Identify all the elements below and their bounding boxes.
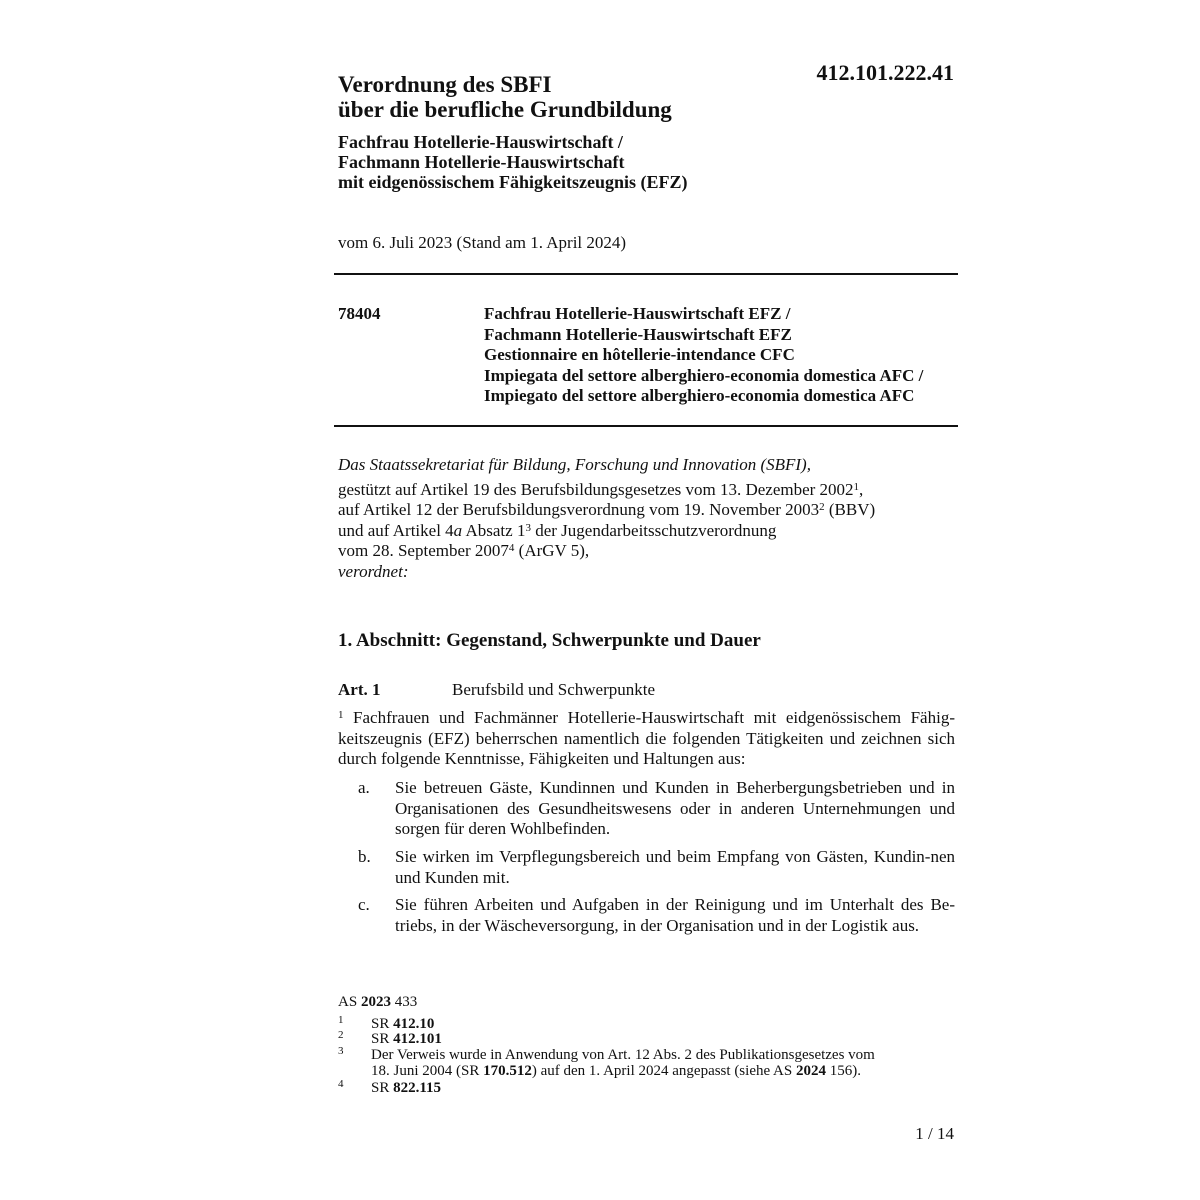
section-heading: 1. Abschnitt: Gegenstand, Schwerpunkte und Dauer [338, 630, 761, 651]
preamble [338, 455, 958, 582]
page-number: 1 / 14 [915, 1124, 954, 1143]
document-subtitle [338, 132, 688, 192]
preamble-authority: Das Staatssekretariat für Bildung, Forschung und Innovation (SBFI), [338, 455, 811, 474]
document-title [338, 72, 672, 122]
subtitle-line-1: Fachfrau Hotellerie-Hauswirtschaft / [338, 132, 623, 152]
list-item-label: b. [358, 847, 371, 866]
sr-number: 412.101.222.41 [816, 60, 954, 85]
list-item-label: c. [358, 895, 370, 914]
preamble-line-1: gestützt auf Artikel 19 des Berufsbildungsgesetzes vom 13. Dezember 2002$^1$, [338, 479, 864, 499]
profession-name: Impiegato del settore alberghiero-economia domestica AFC [484, 386, 915, 405]
title-line-2: über die berufliche Grundbildung [338, 97, 672, 122]
preamble-line-2: auf Artikel 12 der Berufsbildungsverordnung vom 19. November 2003$^2$ (BBV) [338, 500, 876, 519]
subtitle-line-3: mit eidgenössischem Fähigkeitszeugnis (EFZ) [338, 172, 688, 192]
preamble-line-4: vom 28. September 2007$^4$ (ArGV 5), [338, 541, 590, 560]
bottom-divider [334, 425, 958, 427]
top-divider [334, 273, 958, 275]
article-title: Berufsbild und Schwerpunkte [452, 680, 656, 699]
list-item [338, 895, 955, 936]
footnote-ref-4[interactable]: 4 [508, 542, 515, 554]
profession-name: Fachfrau Hotellerie-Hauswirtschaft EFZ / [484, 304, 791, 323]
footnote-1: 1 SR 412.10 [338, 1014, 435, 1032]
document-date: vom 6. Juli 2023 (Stand am 1. April 2024) [338, 233, 627, 252]
footnote-ref-2[interactable]: 2 [819, 501, 825, 513]
list-item-label: a. [358, 778, 370, 797]
profession-names [484, 304, 923, 407]
profession-code: 78404 [338, 304, 381, 323]
footnote-ref-3[interactable]: 3 [525, 521, 531, 534]
profession-name: Impiegata del settore alberghiero-economia domestica AFC / [484, 365, 924, 385]
article-number: Art. 1 [338, 680, 381, 699]
preamble-verordnet: verordnet: [338, 561, 409, 581]
title-line-1: Verordnung des SBFI [338, 72, 552, 97]
profession-name: Fachmann Hotellerie-Hauswirtschaft EFZ [484, 324, 792, 344]
preamble-line-3: und auf Artikel 4a Absatz $1^3$ der Jugendarbeitsschutzverordnung [338, 520, 777, 540]
footnote-3: 3 Der Verweis wurde in Anwendung von Art. 12 Abs. 2 des Publikationsgesetzes vom 18. Juni 2004 (SR 170.512) auf den 1. April 2024 angepasst (siehe AS 2024 156). [338, 1045, 875, 1079]
footnote-4: 4 SR 822.115 [338, 1078, 442, 1096]
list-item-text: Sie führen Arbeiten und Aufgaben in der Reinigung und im Unterhalt des Be-triebs, in der Wäscheversorgung, in der Organisation und in der Logistik aus. [395, 895, 955, 935]
article-paragraph-1: $^1$ Fachfrauen und Fachmänner Hotellerie-Hauswirtschaft mit eidgenössischem Fähig-keitszeugnis (EFZ) beherrschen namentlich die folgenden Tätigkeiten und zeichnen sich durch folgende Kenntnisse, Fähigkeiten und Haltungen aus: [338, 708, 955, 768]
footnote-ref-1[interactable]: 1 [853, 480, 860, 493]
profession-name: Gestionnaire en hôtellerie-intendance CFC [484, 345, 795, 364]
footnote-2: 2 SR 412.101 [338, 1029, 442, 1047]
as-reference: AS 2023 433 [338, 994, 418, 1010]
list-item [338, 778, 955, 840]
list-item-text: Sie wirken im Verpflegungsbereich und beim Empfang von Gästen, Kundin-nen und Kunden mit. [395, 847, 955, 887]
list-item [338, 847, 955, 888]
list-item-text: Sie betreuen Gäste, Kundinnen und Kunden in Beherbergungsbetrieben und in Organisationen des Gesundheitswesens oder in anderen Unternehmungen und sorgen für deren Wohlbefinden. [395, 778, 955, 838]
subtitle-line-2: Fachmann Hotellerie-Hauswirtschaft [338, 152, 625, 172]
